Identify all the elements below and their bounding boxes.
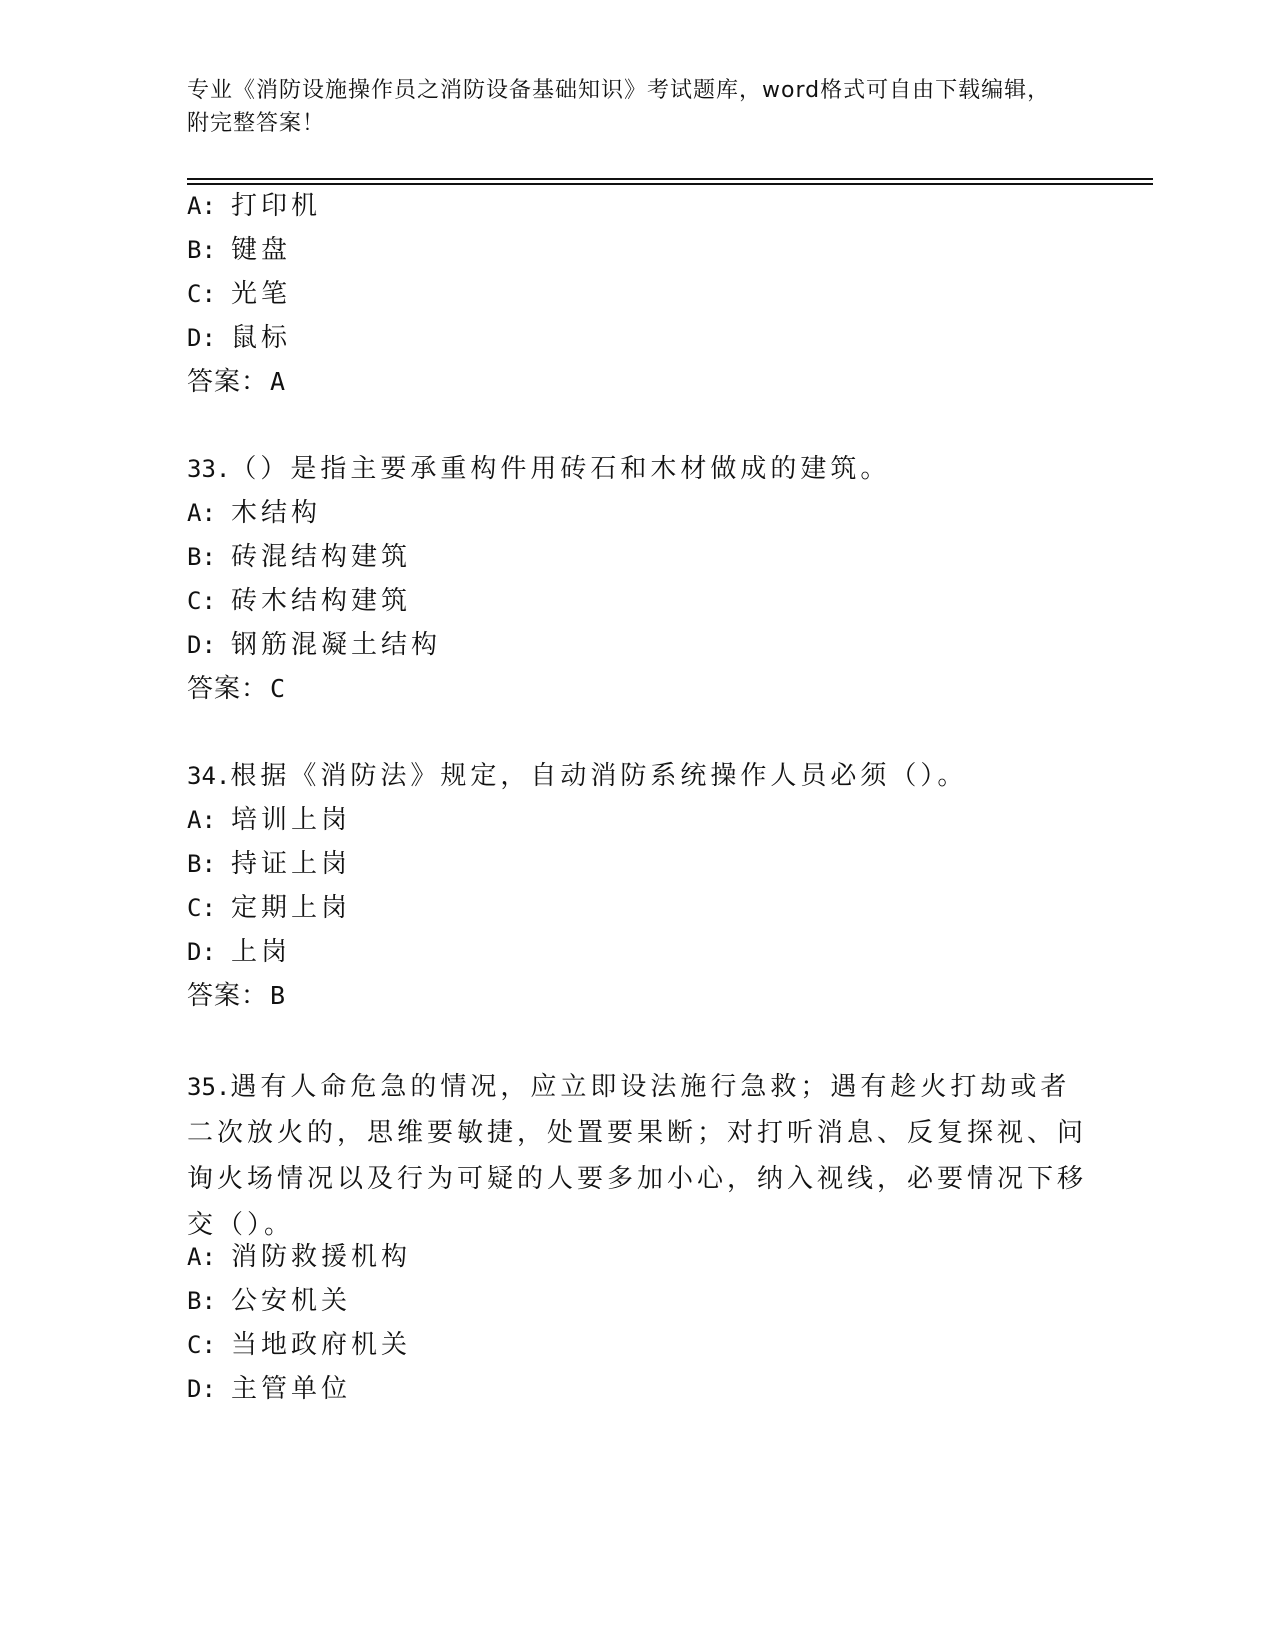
option-text: 砖木结构建筑 <box>231 586 412 616</box>
answer-label: 答案： <box>187 367 269 397</box>
option-letter: C: <box>187 894 216 922</box>
option-a <box>187 189 321 223</box>
question-number: 33. <box>187 455 231 483</box>
option-letter: B: <box>187 1287 216 1315</box>
option-b <box>187 233 291 267</box>
answer-label: 答案： <box>187 981 269 1011</box>
option-letter: D: <box>187 324 216 352</box>
option-text: 打印机 <box>231 191 322 221</box>
option-text: 培训上岗 <box>231 805 352 835</box>
answer-value: B <box>270 981 287 1010</box>
option-a <box>187 496 321 530</box>
option-text: 钢筋混凝土结构 <box>231 630 442 660</box>
answer-value: C <box>270 674 287 703</box>
question-34-stem <box>187 759 967 793</box>
option-text: 当地政府机关 <box>231 1330 412 1360</box>
question-number: 34. <box>187 762 231 790</box>
option-letter: A: <box>187 192 216 220</box>
option-text: 键盘 <box>231 235 292 265</box>
option-b <box>187 1284 351 1318</box>
option-a <box>187 803 351 837</box>
answer-line <box>187 979 286 1013</box>
option-b <box>187 847 351 881</box>
header-divider-bottom <box>187 183 1153 185</box>
option-d <box>187 321 291 355</box>
option-text: 光笔 <box>231 279 292 309</box>
option-text: 鼠标 <box>231 323 292 353</box>
option-c <box>187 891 351 925</box>
header-divider-top <box>187 178 1153 180</box>
option-letter: A: <box>187 1243 216 1271</box>
option-letter: C: <box>187 280 216 308</box>
option-text: 主管单位 <box>231 1374 352 1404</box>
option-letter: D: <box>187 1375 216 1403</box>
document-header: 专业《消防设施操作员之消防设备基础知识》考试题库，word格式可自由下载编辑，附完整答案！ <box>187 78 1051 136</box>
answer-line <box>187 672 286 706</box>
option-c <box>187 1328 411 1362</box>
option-letter: D: <box>187 938 216 966</box>
option-letter: A: <box>187 499 216 527</box>
option-letter: B: <box>187 236 216 264</box>
option-d <box>187 1372 351 1406</box>
option-letter: B: <box>187 850 216 878</box>
answer-line <box>187 365 286 399</box>
option-b <box>187 540 411 574</box>
option-d <box>187 935 291 969</box>
option-c <box>187 584 411 618</box>
option-a <box>187 1240 411 1274</box>
option-letter: C: <box>187 587 216 615</box>
option-text: 木结构 <box>231 498 322 528</box>
option-text: 上岗 <box>231 937 292 967</box>
answer-value: A <box>270 367 287 396</box>
question-text: （）是指主要承重构件用砖石和木材做成的建筑。 <box>230 454 891 484</box>
option-text: 定期上岗 <box>231 893 352 923</box>
option-letter: B: <box>187 543 216 571</box>
option-letter: D: <box>187 631 216 659</box>
question-33-stem <box>187 452 890 486</box>
option-text: 砖混结构建筑 <box>231 542 412 572</box>
option-letter: A: <box>187 806 216 834</box>
option-text: 公安机关 <box>231 1286 352 1316</box>
question-number: 35. <box>187 1073 231 1101</box>
option-text: 持证上岗 <box>231 849 352 879</box>
option-letter: C: <box>187 1331 216 1359</box>
option-c <box>187 277 291 311</box>
option-text: 消防救援机构 <box>231 1242 412 1272</box>
question-text: 根据《消防法》规定，自动消防系统操作人员必须（）。 <box>230 761 968 791</box>
question-text: 遇有人命危急的情况，应立即设法施行急救；遇有趁火打劫或者二次放火的，思维要敏捷，处置要果断；对打听消息、反复探视、问询火场情况以及行为可疑的人要多加小心，纳入视线，必要情况下移交（）。 <box>187 1072 1088 1240</box>
answer-label: 答案： <box>187 674 269 704</box>
option-d <box>187 628 441 662</box>
question-35-stem <box>187 1064 1087 1248</box>
